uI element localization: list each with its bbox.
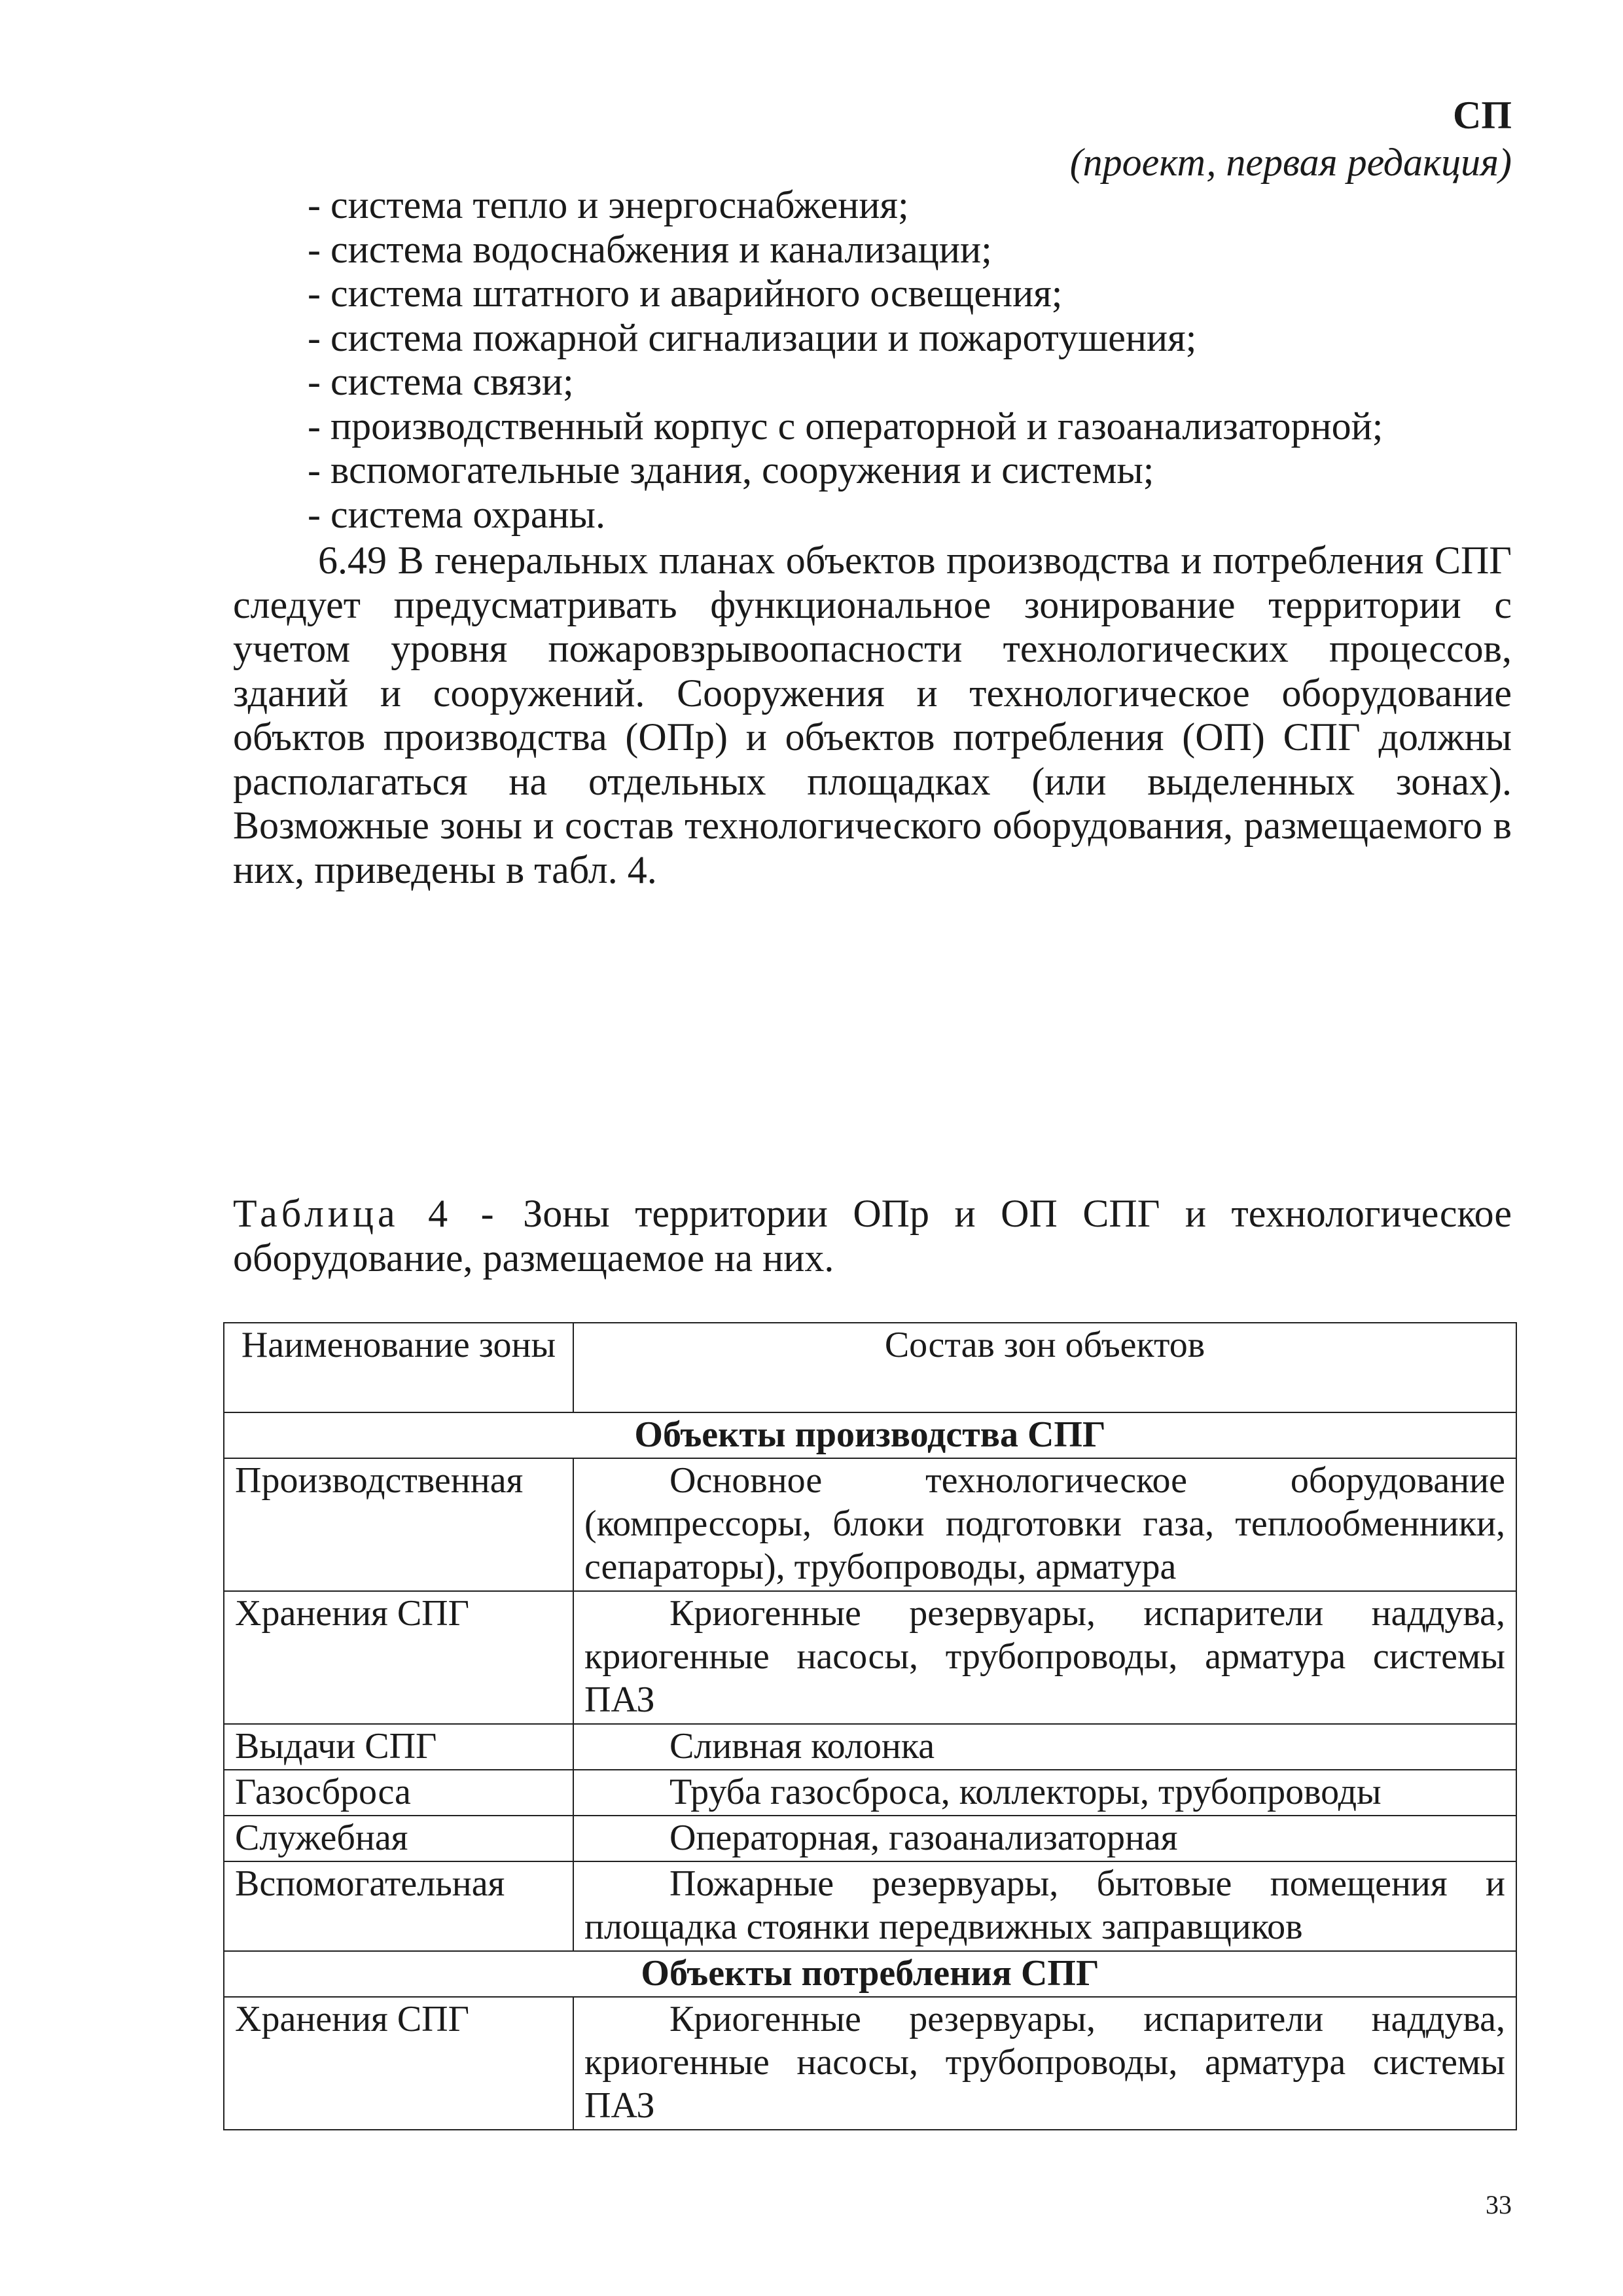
zones-table <box>223 1322 1517 2130</box>
zone-name: Производственная <box>224 1458 573 1591</box>
table-caption-text: Зоны территории ОПр и ОП СПГ и технологическое оборудование, размещаемое на них. <box>233 1192 1512 1280</box>
zone-composition: Труба газосброса, коллекторы, трубопроводы <box>573 1770 1516 1816</box>
table-header-row <box>224 1323 1516 1412</box>
body-paragraph: 6.49 В генеральных планах объектов производства и потребления СПГ следует предусматривать функциональное зонирование территории с учетом уровня пожаровзрывоопасности технологических процессов, зданий и сооружений. Сооружения и технологическое оборудование объктов производства (ОПр) и объектов потребления (ОП) СПГ должны располагаться на отдельных площадках (или выделенных зонах). Возможные зоны и состав технологического оборудования, размещаемого в них, приведены в табл. 4. <box>233 539 1512 891</box>
table-row <box>224 1591 1516 1724</box>
table-caption-label: Таблица 4 - <box>233 1192 498 1235</box>
zone-composition: Основное технологическое оборудование (компрессоры, блоки подготовки газа, теплообменники, сепараторы), трубопроводы, арматура <box>573 1458 1516 1591</box>
zone-name: Газосброса <box>224 1770 573 1816</box>
zone-name: Выдачи СПГ <box>224 1724 573 1770</box>
table-row <box>224 1816 1516 1861</box>
bullet-item: - вспомогательные здания, сооружения и системы; <box>308 448 1154 492</box>
page-number: 33 <box>1486 2190 1512 2219</box>
bullet-item: - система штатного и аварийного освещения; <box>308 272 1063 315</box>
zone-name: Служебная <box>224 1816 573 1861</box>
header-zone-composition: Состав зон объектов <box>573 1323 1516 1412</box>
section-title: Объекты потребления СПГ <box>224 1951 1516 1997</box>
section-row <box>224 1951 1516 1997</box>
section-title: Объекты производства СПГ <box>224 1412 1516 1458</box>
header-code: СП <box>1453 94 1512 137</box>
zone-name: Хранения СПГ <box>224 1591 573 1724</box>
bullet-item: - система связи; <box>308 360 574 403</box>
table-caption <box>233 1191 1512 1280</box>
zone-composition: Сливная колонка <box>573 1724 1516 1770</box>
section-row <box>224 1412 1516 1458</box>
zone-composition: Криогенные резервуары, испарители наддува, криогенные насосы, трубопроводы, арматура системы ПАЗ <box>573 1997 1516 2130</box>
header-zone-name: Наименование зоны <box>224 1323 573 1412</box>
header-status: (проект, первая редакция) <box>1069 141 1512 184</box>
table-row <box>224 1861 1516 1951</box>
table-row <box>224 1724 1516 1770</box>
zone-composition: Операторная, газоанализаторная <box>573 1816 1516 1861</box>
table-row <box>224 1997 1516 2130</box>
bullet-list <box>308 183 1512 537</box>
bullet-item: - производственный корпус с операторной и газоанализаторной; <box>308 404 1383 448</box>
table-row <box>224 1458 1516 1591</box>
zone-composition: Пожарные резервуары, бытовые помещения и площадка стоянки передвижных заправщиков <box>573 1861 1516 1951</box>
bullet-item: - система водоснабжения и канализации; <box>308 227 992 271</box>
bullet-item: - система пожарной сигнализации и пожаротушения; <box>308 315 1197 359</box>
zone-composition: Криогенные резервуары, испарители наддува, криогенные насосы, трубопроводы, арматура системы ПАЗ <box>573 1591 1516 1724</box>
zone-name: Хранения СПГ <box>224 1997 573 2130</box>
bullet-item: - система охраны. <box>308 492 605 536</box>
table-row <box>224 1770 1516 1816</box>
bullet-item: - система тепло и энергоснабжения; <box>308 183 909 226</box>
zone-name: Вспомогательная <box>224 1861 573 1951</box>
